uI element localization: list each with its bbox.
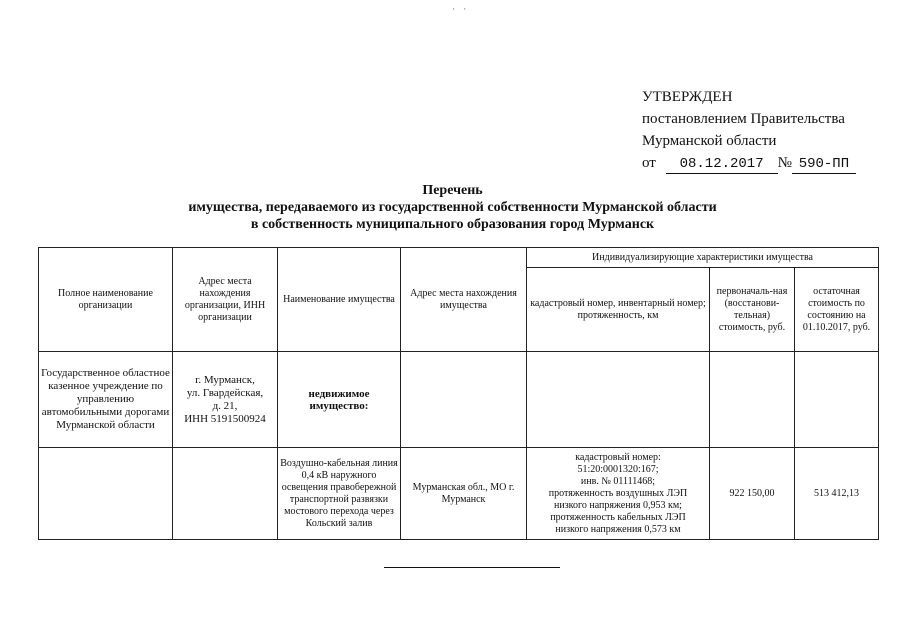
table-row [39,352,879,448]
property-address-cell: Мурманская обл., МО г. Мурманск [401,448,527,540]
property-category-cell: недвижимое имущество: [278,352,401,448]
cadastral-line: низкого напряжения 0,573 км [555,523,681,535]
approval-title: УТВЕРЖДЕН [642,89,733,105]
end-of-document-line [384,567,560,568]
approval-number: 590-ПП [792,156,856,174]
header-cadastral: кадастровый номер, инвентарный номер; протяженность, км [527,268,710,352]
org-address-line: ул. Гвардейская, [186,386,264,399]
property-table [38,247,879,540]
table-header-row [39,248,879,268]
cadastral-line: кадастровый номер: [575,451,661,463]
heading-line-1: Перечень [422,183,483,198]
org-address-line: ИНН 5191500924 [184,412,266,425]
empty-cell [39,448,173,540]
org-address-line: г. Мурманск, [195,373,255,386]
header-characteristics-group: Индивидуализирующие характеристики имущества [527,248,879,268]
empty-cell [527,352,710,448]
approval-date-row [642,152,856,174]
header-initial-cost: первоначаль-ная (восстанови-тельная) стоимость, руб. [710,268,795,352]
empty-cell [795,352,879,448]
cadastral-line: протяженность кабельных ЛЭП [550,511,686,523]
approval-date-prefix: от [642,155,656,171]
cadastral-line: 51:20:0001320:167; [577,463,659,475]
initial-cost-cell: 922 150,00 [710,448,795,540]
header-property-address: Адрес места нахождения имущества [401,248,527,352]
approval-line-1: постановлением Правительства [642,111,845,127]
header-residual-cost: остаточная стоимость по состоянию на 01.10.2017, руб. [795,268,879,352]
empty-cell [710,352,795,448]
org-address-line: д. 21, [212,399,238,412]
property-name-cell: Воздушно-кабельная линия 0,4 кВ наружного освещения правобережной транспортной развязки мостового перехода через Кольский залив [278,448,401,540]
approval-stamp [642,86,856,174]
cadastral-line: протяженность воздушных ЛЭП [548,487,688,499]
cadastral-cell [527,448,710,540]
org-name-cell: Государственное областное казенное учреждение по управлению автомобильными дорогами Мурманской области [39,352,173,448]
header-org-address: Адрес места нахождения организации, ИНН организации [173,248,278,352]
table-row [39,448,879,540]
approval-number-prefix: № [777,155,792,171]
document-heading [0,182,905,233]
approval-date: 08.12.2017 [666,156,778,174]
approval-line-2: Мурманской области [642,133,777,149]
heading-line-2: имущества, передаваемого из государственной собственности Мурманской области [188,200,717,215]
cadastral-line: низкого напряжения 0,953 км; [554,499,682,511]
org-address-cell [173,352,278,448]
header-property-name: Наименование имущества [278,248,401,352]
header-org-name: Полное наименование организации [39,248,173,352]
empty-cell [173,448,278,540]
heading-line-3: в собственность муниципального образования город Мурманск [250,217,655,232]
empty-cell [401,352,527,448]
scan-artifact-dots: · · [452,4,470,14]
cadastral-line: инв. № 01111468; [580,475,656,487]
residual-cost-cell: 513 412,13 [795,448,879,540]
